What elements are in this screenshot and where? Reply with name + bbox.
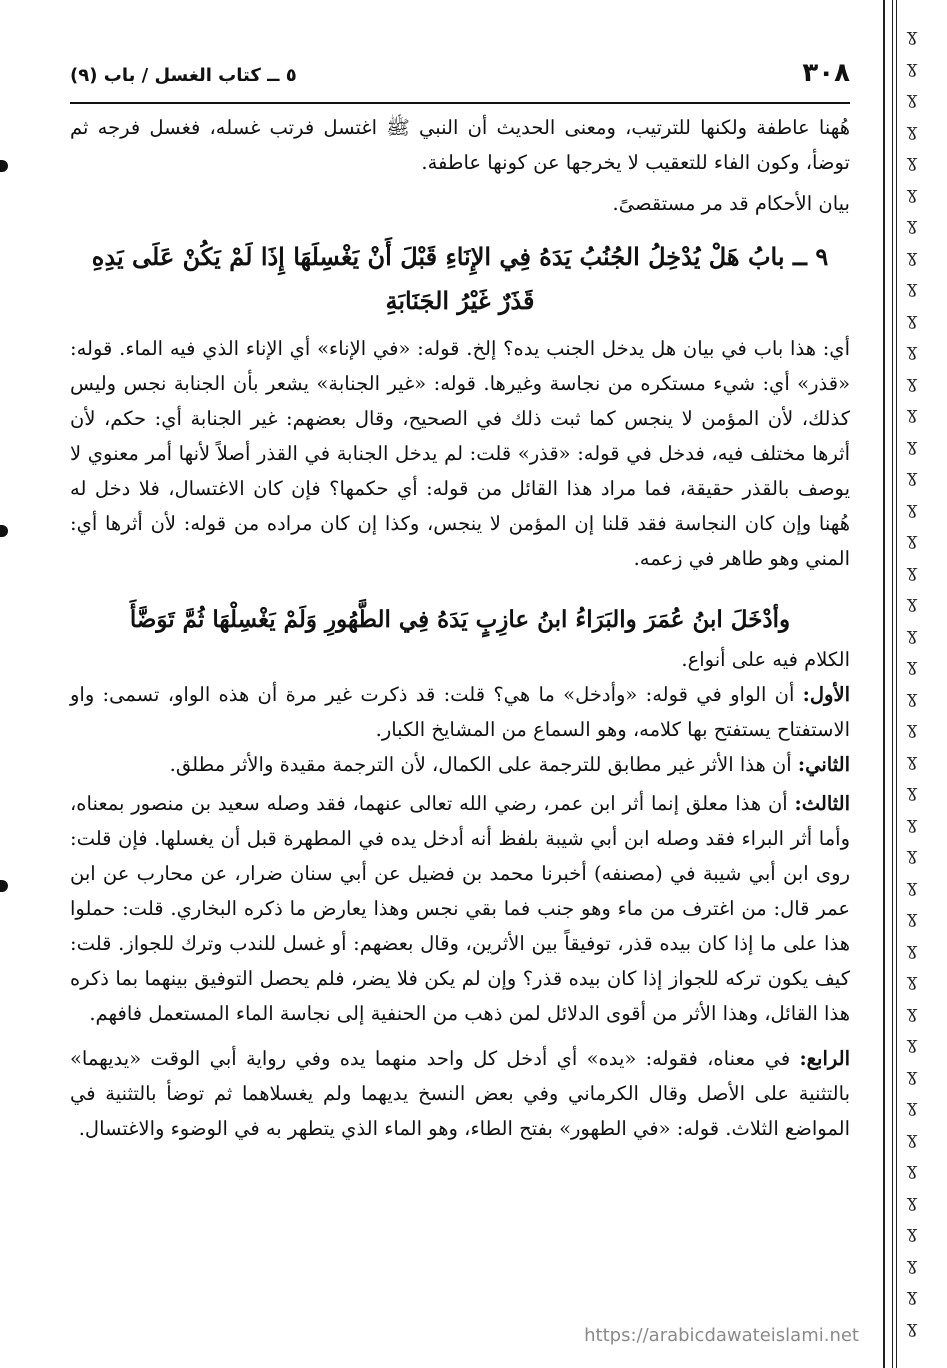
border-ornament-glyph: ɣ bbox=[906, 1033, 918, 1054]
point-second bbox=[70, 747, 850, 782]
border-ornament-glyph: ɣ bbox=[906, 1127, 918, 1149]
border-ornament-glyph: ɣ bbox=[906, 1222, 918, 1243]
border-ornament-glyph: ɣ bbox=[906, 781, 918, 802]
point-text: أن هذا الأثر غير مطابق للترجمة على الكمال، لأن الترجمة مقيدة والأثر مطلق. bbox=[169, 753, 792, 776]
point-third bbox=[70, 786, 850, 1031]
border-ornament-glyph: ɣ bbox=[906, 812, 918, 834]
border-ornament-glyph: ɣ bbox=[906, 214, 918, 235]
chapter-title: ٥ ــ كتاب الغسل / باب (٩) bbox=[70, 65, 297, 86]
border-ornament-glyph: ɣ bbox=[906, 25, 918, 46]
border-ornament-glyph: ɣ bbox=[906, 151, 918, 172]
bab-heading: ٩ ــ بابُ هَلْ يُدْخِلُ الجُنُبُ يَدَهُ فِي الإِنَاءِ قَبْلَ أَنْ يَغْسِلَهَا إِذَا لَمْ يَكُنْ عَلَى يَدِهِ قَذَرٌ غَيْرُ الجَنَابَةِ bbox=[91, 242, 829, 315]
border-ornament-glyph: ɣ bbox=[906, 560, 918, 582]
points-intro: الكلام فيه على أنواع. bbox=[681, 648, 850, 671]
border-ornament-glyph: ɣ bbox=[906, 655, 918, 676]
border-ornament-glyph: ɣ bbox=[906, 844, 918, 865]
border-ornament-glyph: ɣ bbox=[906, 182, 918, 204]
border-ornament-glyph: ɣ bbox=[906, 623, 918, 645]
point-fourth bbox=[70, 1041, 850, 1146]
scan-edge-mark bbox=[0, 880, 8, 892]
border-ornament-glyph: ɣ bbox=[906, 308, 918, 330]
border-ornament-glyph: ɣ bbox=[906, 907, 918, 928]
intro-paragraph: بيان الأحكام قد مر مستقصىً. bbox=[612, 192, 850, 215]
border-ornament-glyph: ɣ bbox=[906, 938, 918, 960]
border-ornament-glyph: ɣ bbox=[906, 592, 918, 613]
decorative-border bbox=[875, 0, 947, 1368]
running-header bbox=[70, 58, 850, 104]
point-text: أن هذا معلق إنما أثر ابن عمر، رضي الله تعالى عنهما، فقد وصله سعيد بن منصور بمعناه، وأما أثر البراء فقد وصله ابن أبي شيبة بلفظ أنه أدخل يده في المطهرة قبل أن يغسلها. فإن قلت: روى ابن أبي شيبة في (مصنفه) أخبرنا محمد بن فضيل عن أبي سنان ضرار، عن محارب عن ابن عمر قال: من اغترف من ماء وهو جنب فما بقي نجس وهذا يعارض ما ذكره البخاري. قلت: حملوا هذا على ما إذا كان بيده قذر، توفيقاً بين الأثرين، وقال بعضهم: أو غسل للندب وترك للجواز. قلت: كيف يكون تركه للجواز إذا كان بيده قذر؟ وإن لم يكن فلا يضر، فلم يحصل التوفيق بينهما بما ذكره هذا القائل، وهذا الأثر من أقوى الدلائل لمن ذهب من الحنفية إلى نجاسة الماء المستعمل فافهم. bbox=[70, 792, 850, 1025]
border-ornament-glyph: ɣ bbox=[906, 371, 918, 393]
border-ornament-glyph: ɣ bbox=[906, 56, 918, 78]
page-content bbox=[70, 58, 850, 1146]
border-ornament-glyph: ɣ bbox=[906, 1285, 918, 1306]
border-ornament-glyph: ɣ bbox=[906, 434, 918, 456]
border-ornament bbox=[895, 20, 929, 1343]
border-ornament-glyph: ɣ bbox=[906, 1316, 918, 1338]
border-ornament-glyph: ɣ bbox=[906, 1096, 918, 1117]
border-ornament-glyph: ɣ bbox=[906, 497, 918, 519]
border-ornament-glyph: ɣ bbox=[906, 1064, 918, 1086]
intro-paragraph: هُهنا عاطفة ولكنها للترتيب، ومعنى الحديث أن النبي ﷺ اغتسل فرتب غسله، فغسل فرجه ثم توضأ، وكون الفاء للتعقيب لا يخرجها عن كونها عاطفة. bbox=[70, 116, 850, 174]
border-ornament-glyph: ɣ bbox=[906, 88, 918, 109]
scan-edge-mark bbox=[0, 160, 8, 172]
border-ornament-glyph: ɣ bbox=[906, 245, 918, 267]
watermark-url: https://arabicdawateislami.net bbox=[584, 1325, 859, 1346]
commentary-paragraph: أي: هذا باب في بيان هل يدخل الجنب يده؟ إلخ. قوله: «في الإناء» أي الإناء الذي فيه الماء. قوله: «قذر» أي: شيء مستكره من نجاسة وغيرها. قوله: «غير الجنابة» يشعر بأن الجنابة نجس وليس كذلك، لأن المؤمن لا ينجس كما ثبت ذلك في الصحيح، وقال بعضهم: غير الجنابة أي: حكم، لأن أثرها مختلف فيه، فدخل في قوله: «قذر» قلت: لم يدخل الجنابة في القذر أصلاً لأنها أمر معنوي لا يوصف بالقذر حقيقة، فما مراد هذا القائل من قوله: أي حكمها؟ فإن كان الاغتسال، فلا دخل له هُهنا وإن كان النجاسة فقد قلنا إن المؤمن لا ينجس، وكذا إن كان مراده من قوله: لأن أثرها أي: المني وهو طاهر في زعمه. bbox=[70, 337, 850, 570]
scan-edge-mark bbox=[0, 525, 8, 537]
border-ornament-glyph: ɣ bbox=[906, 686, 918, 708]
border-ornament-glyph: ɣ bbox=[906, 1253, 918, 1275]
border-ornament-glyph: ɣ bbox=[906, 119, 918, 141]
border-ornament-glyph: ɣ bbox=[906, 529, 918, 550]
border-ornament-glyph: ɣ bbox=[906, 466, 918, 487]
border-ornament-glyph: ɣ bbox=[906, 403, 918, 424]
point-text: في معناه، فقوله: «يده» أي أدخل كل واحد منهما يده وفي رواية أبي الوقت «يديهما» بالتثنية على الأصل وقال الكرماني وفي بعض النسخ يديهما ولم يغسلاهما ثم توضأ بالتثنية في المواضع الثلاث. قوله: «في الطهور» بفتح الطاء، وهو الماء الذي يتطهر به في الوضوء والاغتسال. bbox=[70, 1047, 850, 1140]
border-ornament-glyph: ɣ bbox=[906, 749, 918, 771]
point-first bbox=[70, 677, 850, 747]
border-ornament-glyph: ɣ bbox=[906, 1001, 918, 1023]
point-label: الثالث: bbox=[794, 792, 851, 815]
border-ornament-glyph: ɣ bbox=[906, 718, 918, 739]
border-ornament-glyph: ɣ bbox=[906, 1190, 918, 1212]
athar-heading: وأدْخَلَ ابنُ عُمَرَ والبَرَاءُ ابنُ عازِبٍ يَدَهُ فِي الطَّهُورِ وَلَمْ يَغْسِلْهَا ثُمَّ تَوَضَّأَ bbox=[129, 606, 791, 633]
point-text: أن الواو في قوله: «وأدخل» ما هي؟ قلت: قد ذكرت غير مرة أن هذه الواو، تسمى: واو الاستفتاح يستفتح بها كلامه، وهو السماع من المشايخ الكبار. bbox=[70, 683, 850, 741]
point-label: الأول: bbox=[802, 683, 850, 706]
border-ornament-glyph: ɣ bbox=[906, 340, 918, 361]
border-ornament-glyph: ɣ bbox=[906, 875, 918, 897]
border-ornament-glyph: ɣ bbox=[906, 277, 918, 298]
border-ornament-glyph: ɣ bbox=[906, 970, 918, 991]
border-ornament-glyph: ɣ bbox=[906, 1159, 918, 1180]
page-number: ٣٠٨ bbox=[802, 58, 850, 88]
point-label: الثاني: bbox=[797, 753, 850, 776]
point-label: الرابع: bbox=[799, 1047, 851, 1070]
